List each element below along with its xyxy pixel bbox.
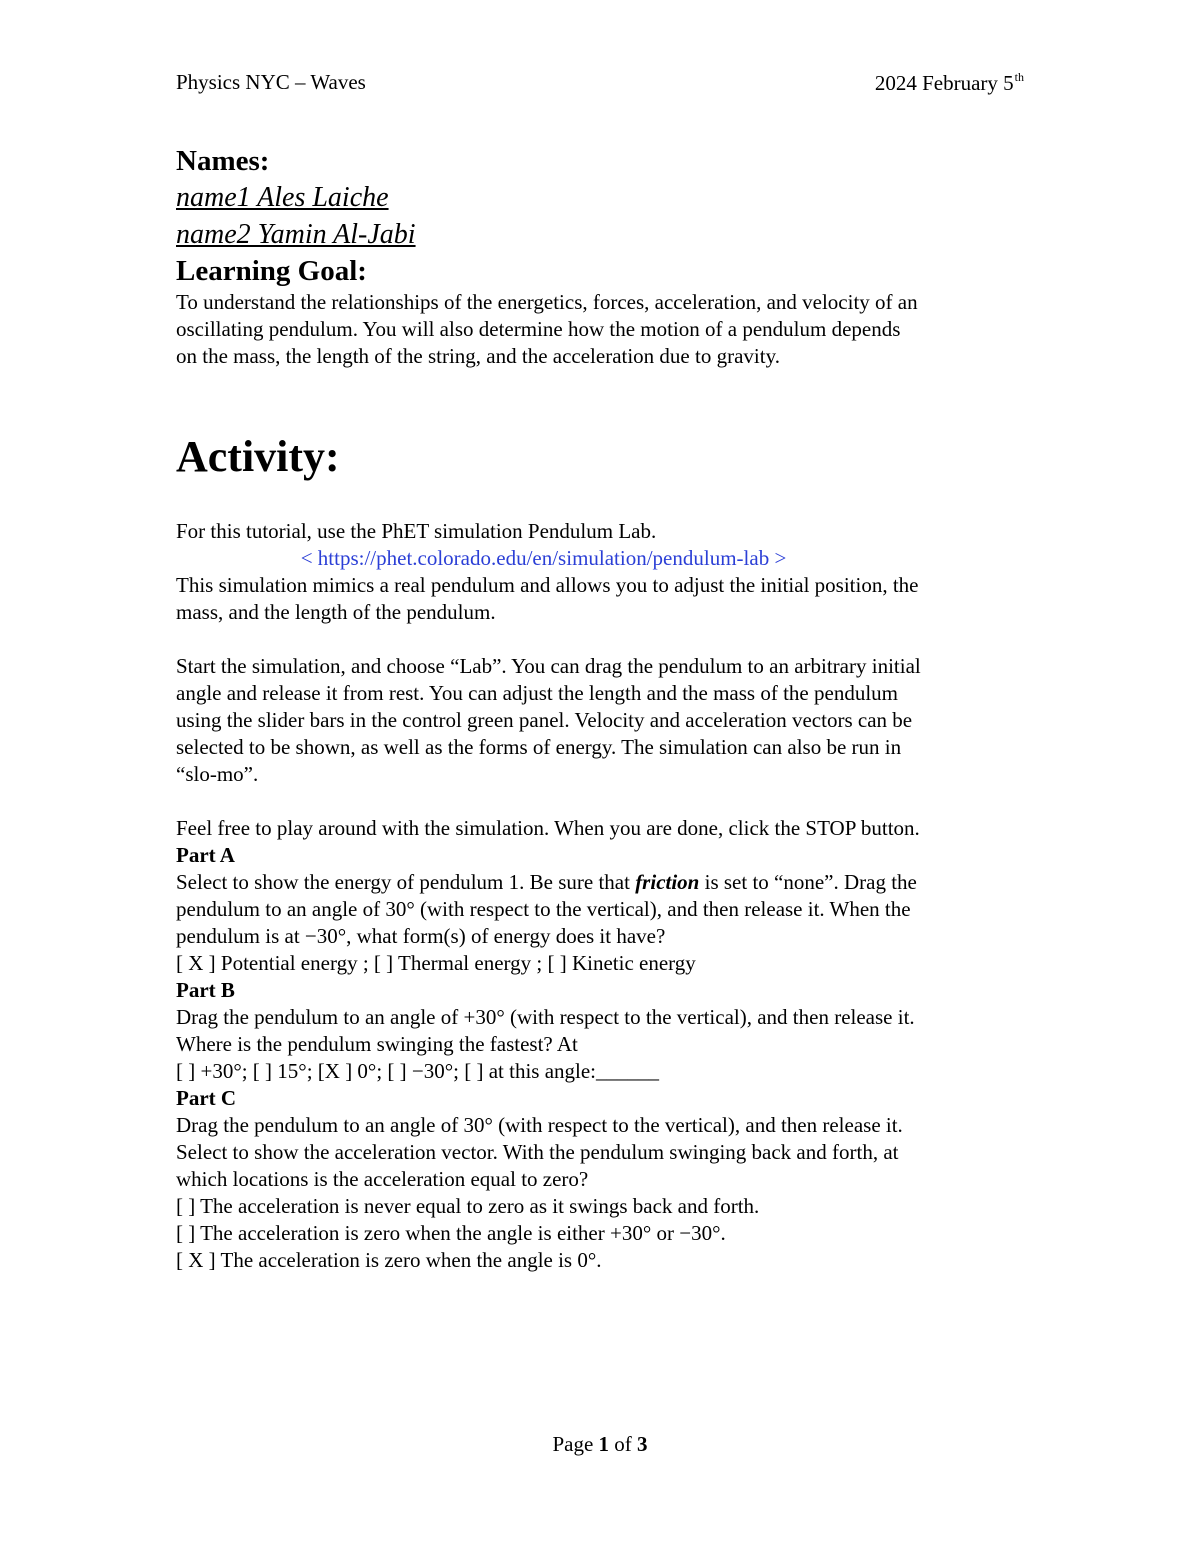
document-body bbox=[176, 143, 1036, 1274]
part-a-line: pendulum to an angle of 30° (with respect to the vertical), and then release it. When the bbox=[176, 897, 911, 921]
learning-goal-line: oscillating pendulum. You will also determine how the motion of a pendulum depends bbox=[176, 317, 901, 341]
learning-goal-heading: Learning Goal: bbox=[176, 255, 367, 287]
of-word: of bbox=[609, 1432, 638, 1456]
feel-free-line: Feel free to play around with the simulation. When you are done, click the STOP button. bbox=[176, 816, 920, 840]
part-b-answer-options: [ ] +30°; [ ] 15°; [X ] 0°; [ ] −30°; [ ] at this angle:______ bbox=[176, 1059, 660, 1083]
page-header bbox=[176, 70, 1024, 100]
page-total: 3 bbox=[637, 1432, 648, 1456]
learning-goal-line: on the mass, the length of the string, and the acceleration due to gravity. bbox=[176, 344, 780, 368]
header-date-main: 2024 February 5 bbox=[874, 71, 1014, 95]
page-word: Page bbox=[552, 1432, 599, 1456]
part-c-option: [ ] The acceleration is never equal to zero as it swings back and forth. bbox=[176, 1194, 760, 1218]
activity-heading: Activity: bbox=[176, 432, 340, 481]
start-instructions-line: “slo-mo”. bbox=[176, 762, 259, 786]
start-instructions-line: Start the simulation, and choose “Lab”. You can drag the pendulum to an arbitrary initial bbox=[176, 654, 921, 678]
names-heading: Names: bbox=[176, 145, 270, 177]
phet-link[interactable]: < https://phet.colorado.edu/en/simulation/pendulum-lab > bbox=[300, 546, 787, 570]
part-c-option: [ X ] The acceleration is zero when the angle is 0°. bbox=[176, 1248, 602, 1272]
part-b-heading: Part B bbox=[176, 978, 235, 1002]
header-date bbox=[875, 70, 1024, 96]
part-c-line: which locations is the acceleration equal to zero? bbox=[176, 1167, 589, 1191]
start-instructions-line: selected to be shown, as well as the forms of energy. The simulation can also be run in bbox=[176, 735, 902, 759]
part-a-text: Select to show the energy of pendulum 1. Be sure that bbox=[176, 870, 636, 894]
part-c-line: Select to show the acceleration vector. With the pendulum swinging back and forth, at bbox=[176, 1140, 899, 1164]
name1-line: name1 Ales Laiche bbox=[176, 182, 389, 213]
part-a-line: pendulum is at −30°, what form(s) of energy does it have? bbox=[176, 924, 666, 948]
part-a-line bbox=[176, 869, 1036, 896]
activity-intro: For this tutorial, use the PhET simulation Pendulum Lab. bbox=[176, 519, 657, 543]
part-a-heading: Part A bbox=[176, 843, 235, 867]
part-a-text: is set to “none”. Drag the bbox=[699, 870, 917, 894]
start-instructions-line: using the slider bars in the control green panel. Velocity and acceleration vectors can be bbox=[176, 708, 913, 732]
page-number: 1 bbox=[598, 1432, 610, 1456]
start-instructions-line: angle and release it from rest. You can adjust the length and the mass of the pendulum bbox=[176, 681, 898, 705]
simulation-description-line: mass, and the length of the pendulum. bbox=[176, 600, 496, 624]
friction-term: friction bbox=[635, 870, 700, 894]
part-c-option: [ ] The acceleration is zero when the angle is either +30° or −30°. bbox=[176, 1221, 726, 1245]
part-c-line: Drag the pendulum to an angle of 30° (with respect to the vertical), and then release it. bbox=[176, 1113, 903, 1137]
part-b-line: Where is the pendulum swinging the fastest? At bbox=[176, 1032, 578, 1056]
part-c-heading: Part C bbox=[176, 1086, 237, 1110]
header-date-suffix: th bbox=[1014, 70, 1024, 84]
course-title: Physics NYC – Waves bbox=[176, 70, 366, 94]
part-b-line: Drag the pendulum to an angle of +30° (with respect to the vertical), and then release it. bbox=[176, 1005, 915, 1029]
simulation-description-line: This simulation mimics a real pendulum and allows you to adjust the initial position, the bbox=[176, 573, 919, 597]
learning-goal-line: To understand the relationships of the energetics, forces, acceleration, and velocity of an bbox=[176, 290, 918, 314]
name2-line: name2 Yamin Al-Jabi bbox=[176, 219, 416, 250]
part-a-answer-options: [ X ] Potential energy ; [ ] Thermal energy ; [ ] Kinetic energy bbox=[176, 951, 696, 975]
page-footer bbox=[0, 1432, 1200, 1457]
